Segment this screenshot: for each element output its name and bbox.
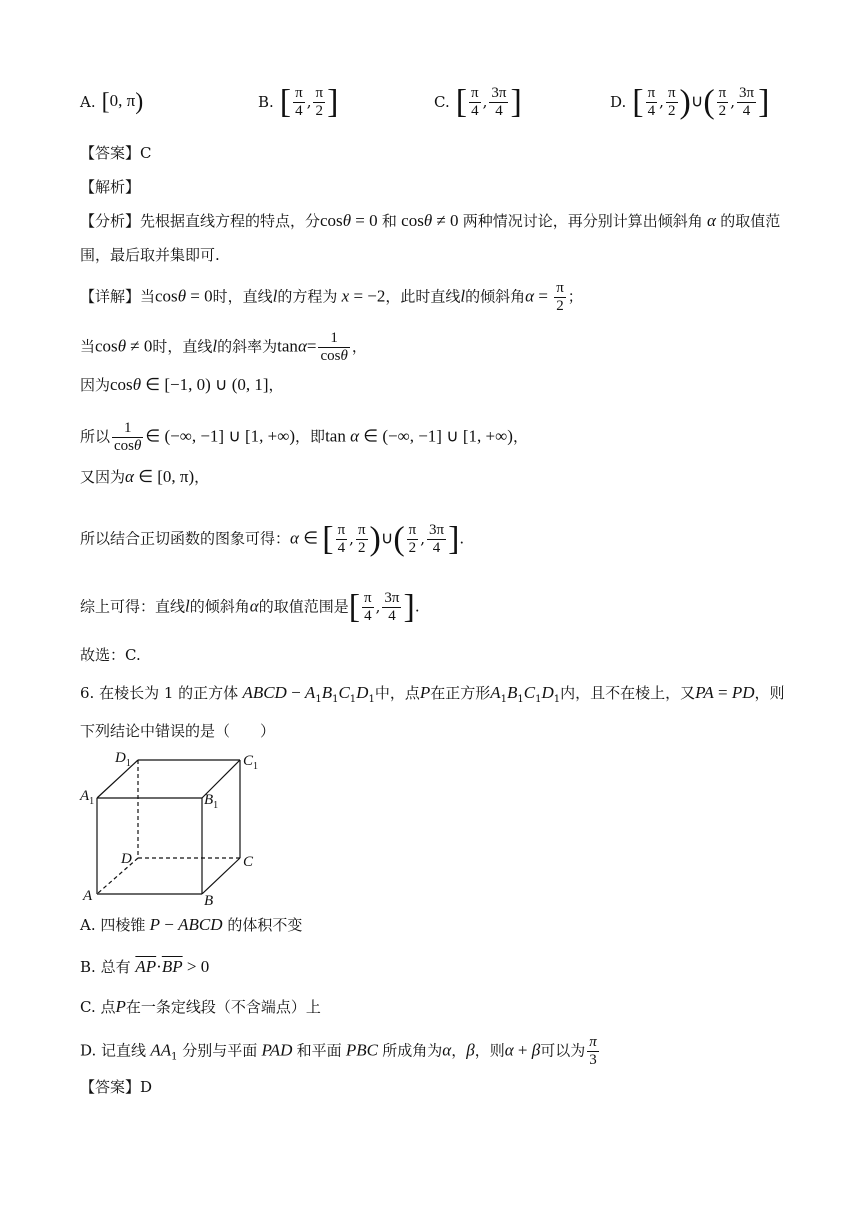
step-5: 又因为α ∈ [0, π)， — [80, 467, 210, 486]
option-c-label: C. — [434, 93, 450, 111]
option-a[interactable] — [80, 80, 143, 124]
label-a: A — [83, 888, 93, 904]
cube-figure — [78, 748, 268, 908]
option-c-content: [ $\frac{\pi}{4}$ , $\frac{3\pi}{4}$ ] — [455, 83, 522, 120]
fenxi-line-1: 【分析】先根据直线方程的特点，分cosθ = 0 和 cosθ ≠ 0 两种情况讨论，再分别计算出倾斜角 α 的取值范 — [80, 211, 781, 230]
q6-option-b[interactable]: B. 总有 $\overline{AP}\cdot\overline{BP} > 0$ — [80, 957, 210, 976]
step-7: 综上可得：直线l的倾斜角α的取值范围是[ $\frac{\pi}{4}$ , $\frac{3\pi}{4}$ ]. — [80, 588, 420, 626]
option-c[interactable] — [434, 80, 522, 124]
xiangjie-line: 【详解】当cosθ = 0时，直线l的方程为 x = −2，此时直线l的倾斜角α = $\frac{\pi}{2}$ ； — [80, 280, 583, 314]
analysis-title: 【解析】 — [80, 178, 141, 196]
option-b[interactable] — [258, 80, 338, 124]
step-3: 因为cosθ ∈ [−1, 0) ∪ (0, 1]， — [80, 375, 284, 394]
option-b-content: [ $\frac{\pi}{4}$ , $\frac{\pi}{2}$ ] — [279, 83, 339, 120]
option-d-content: [ $\frac{\pi}{4}$ , $\frac{\pi}{2}$ )∪( $\frac{\pi}{2}$ , $\frac{3\pi}{4}$ ] — [632, 83, 770, 120]
option-d[interactable] — [610, 80, 769, 124]
label-b: B — [204, 893, 214, 908]
q6-option-c[interactable]: C. 点P在一条定线段（不含端点）上 — [80, 997, 321, 1016]
label-d: D — [121, 851, 132, 867]
choice-5: 故选：C. — [80, 646, 141, 664]
option-b-label: B. — [258, 93, 274, 111]
label-b1: $B_1$ — [204, 792, 219, 811]
label-d1: $D_1$ — [115, 750, 131, 769]
label-c: C — [243, 854, 254, 870]
q6-option-a[interactable]: A. 四棱锥 P − ABCD 的体积不变 — [80, 915, 303, 934]
option-a-content: [0, π) — [101, 89, 144, 115]
q6-option-d[interactable]: D. 记直线 $AA_1$ 分别与平面 PAD 和平面 PBC 所成角为α，β，则α + β可以为 $\frac{\pi}{3}$ — [80, 1034, 597, 1068]
label-c1: $C_1$ — [243, 753, 259, 772]
option-d-label: D. — [610, 93, 627, 111]
step-2: 当cosθ ≠ 0时，直线l的斜率为tanα= $\frac{1}{\cos\theta}$ ， — [80, 330, 367, 364]
fenxi-line-2: 围，最后取并集即可. — [80, 246, 220, 264]
answer-5: 【答案】C — [80, 144, 152, 162]
q6-stem-line-2: 下列结论中错误的是（ ） — [80, 722, 276, 740]
answer-6: 【答案】D — [80, 1078, 153, 1096]
label-a1: $A_1$ — [80, 788, 95, 807]
step-4: 所以 $\frac{1}{\cos\theta}$ ∈ (−∞, −1] ∪ [1, +∞)，即tan α ∈ (−∞, −1] ∪ [1, +∞)， — [80, 420, 528, 454]
step-6: 所以结合正切函数的图象可得：α ∈ [ $\frac{\pi}{4}$ , $\frac{\pi}{2}$ )∪( $\frac{\pi}{2}$ , $\frac{3\pi}{4}$ ]. — [80, 520, 465, 558]
option-a-label: A. — [80, 93, 96, 111]
q6-stem-line-1: 6. 在棱长为 1 的正方体 ABCD − $A_1B_1C_1D_1$中，点P在正方形$A_1B_1C_1D_1$内，且不在棱上，又PA = PD，则 — [80, 683, 785, 705]
